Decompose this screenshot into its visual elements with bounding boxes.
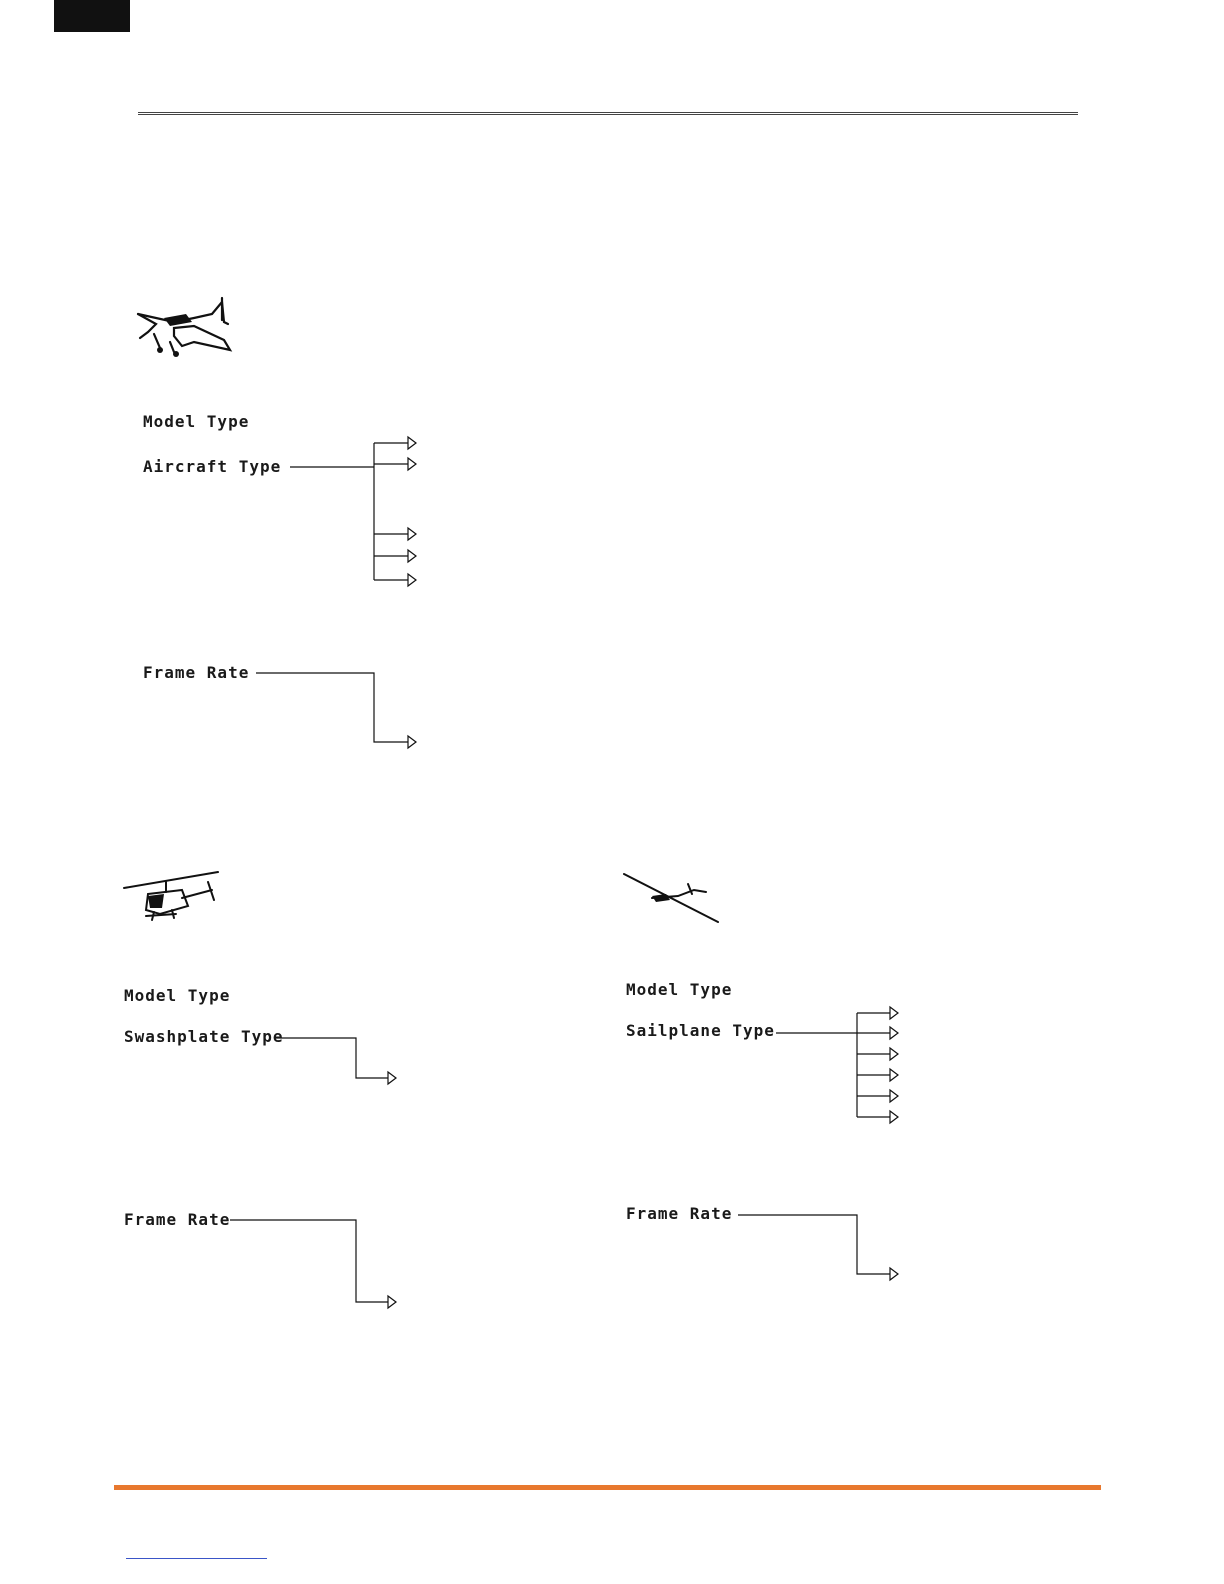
arrow-icon [388, 437, 898, 1308]
airplane-model-type-label: Model Type [143, 412, 250, 431]
airplane-aircraft-type-label: Aircraft Type [143, 457, 282, 476]
helicopter-model-type-label: Model Type [124, 986, 231, 1005]
airplane-frame-rate-label: Frame Rate [143, 663, 250, 682]
sailplane-model-type-label: Model Type [626, 980, 733, 999]
sailplane-frame-rate-label: Frame Rate [626, 1204, 733, 1223]
footer-accent-rule [114, 1485, 1101, 1490]
sailplane-sailplane-type-label: Sailplane Type [626, 1021, 775, 1040]
footer-link-underline[interactable] [126, 1558, 267, 1559]
helicopter-swashplate-type-label: Swashplate Type [124, 1027, 284, 1046]
helicopter-frame-rate-label: Frame Rate [124, 1210, 231, 1229]
